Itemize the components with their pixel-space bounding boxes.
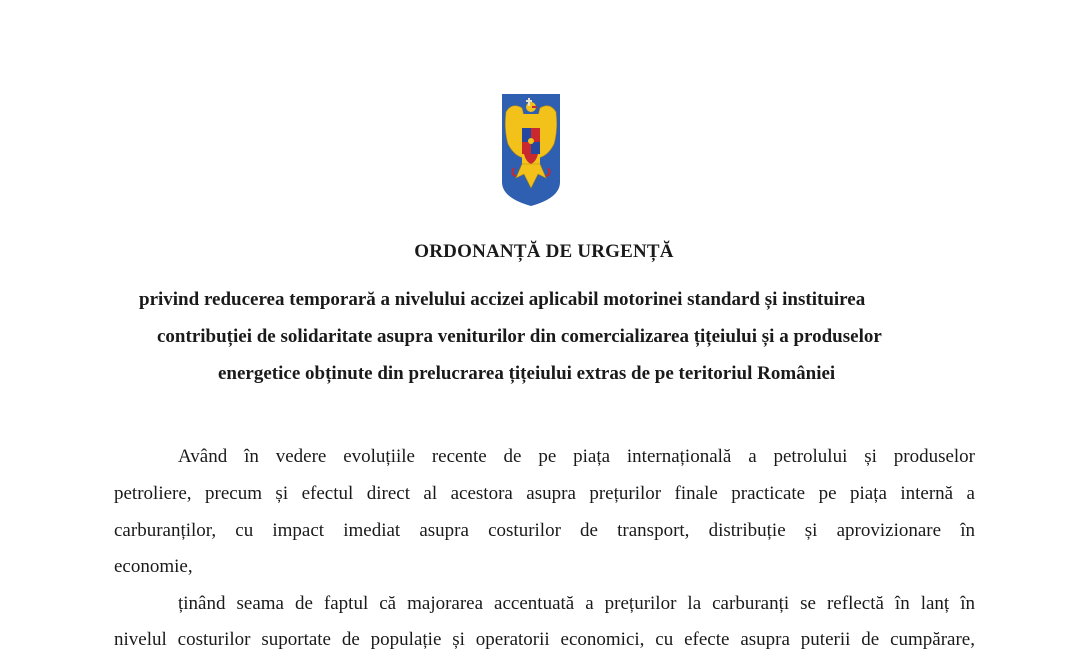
paragraph-1-line-3: carburanților, cu impact imediat asupra costurilor de transport, distribuție și aprovizionare în [114, 520, 975, 541]
paragraph-1-line-1: Având în vedere evoluțiile recente de pe piața internațională a petrolului și produselor [178, 446, 975, 467]
document-title: ORDONANȚĂ DE URGENȚĂ [414, 241, 674, 262]
subtitle-line-1: privind reducerea temporară a nivelului accizei aplicabil motorinei standard și instituirea [139, 289, 866, 310]
paragraph-2-line-2: nivelul costurilor suportate de populație și operatorii economici, cu efecte asupra puterii de cumpărare, [114, 629, 975, 650]
coat-of-arms-icon [502, 94, 560, 206]
subtitle-line-3: energetice obținute din prelucrarea țițeiului extras de pe teritoriul României [218, 363, 836, 384]
paragraph-2-line-1: ținând seama de faptul că majorarea accentuată a prețurilor la carburanți se reflectă în lanț în [178, 593, 975, 614]
paragraph-1-line-4: economie, [114, 556, 193, 577]
subtitle-line-2: contribuției de solidaritate asupra veniturilor din comercializarea țițeiului și a produselor [157, 326, 882, 347]
paragraph-1-line-2: petroliere, precum și efectul direct al acestora asupra prețurilor finale practicate pe piața internă a [114, 483, 975, 504]
